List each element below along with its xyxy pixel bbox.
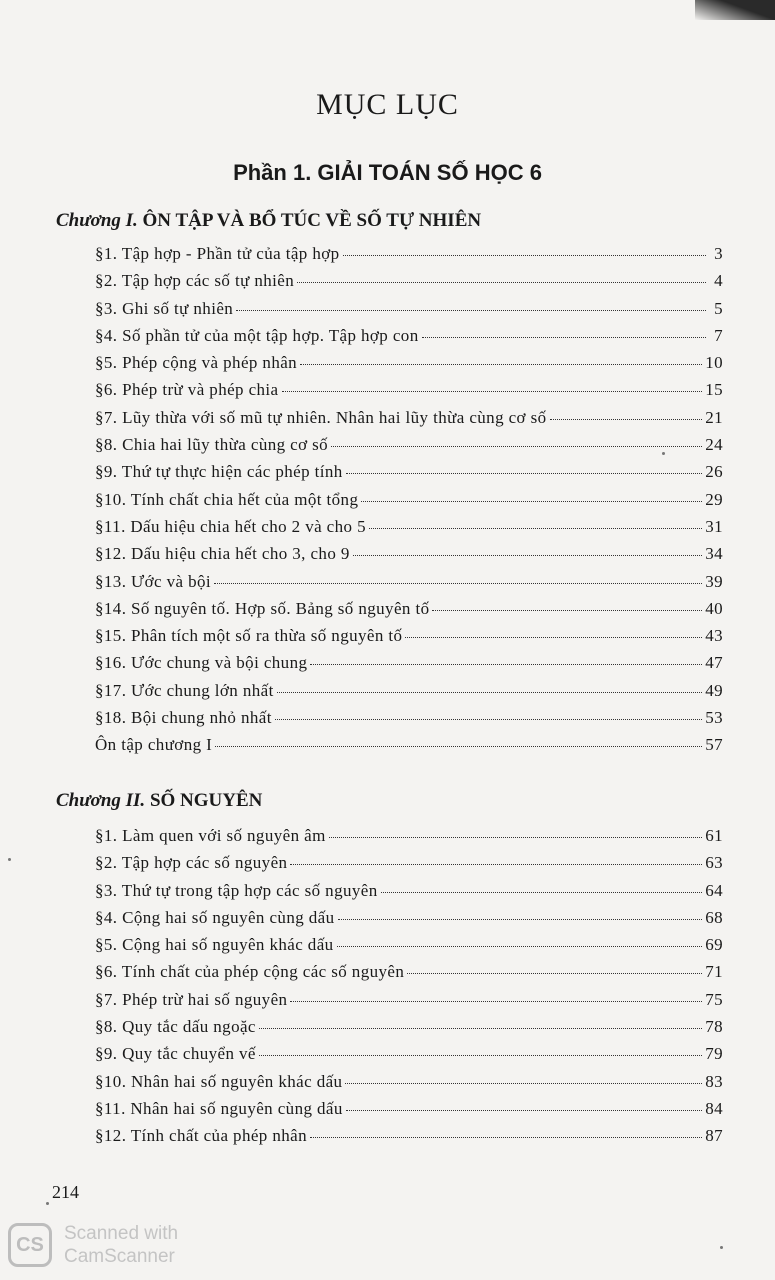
- toc-entry: [95, 326, 723, 353]
- toc-entry: [95, 1044, 723, 1071]
- toc-entry-title: §7. Phép trừ hai số nguyên: [95, 989, 288, 1009]
- toc-entry-page: 21: [705, 407, 723, 427]
- dot-leader: [282, 391, 703, 392]
- dot-leader: [346, 1110, 702, 1111]
- dot-leader: [214, 583, 702, 584]
- toc-entry-page: 4: [714, 271, 723, 291]
- toc-entry: [95, 708, 723, 735]
- toc-entry: [95, 271, 723, 298]
- dot-leader: [369, 528, 702, 529]
- dot-leader: [346, 473, 702, 474]
- toc-entry: [95, 1099, 723, 1126]
- toc-entry: [95, 544, 723, 571]
- toc-entry-page: 84: [705, 1098, 723, 1118]
- toc-entry-title: §4. Số phần tử của một tập hợp. Tập hợp con: [95, 325, 419, 345]
- dot-leader: [290, 1001, 702, 1002]
- toc-entry-title: §1. Làm quen với số nguyên âm: [95, 826, 326, 845]
- dot-leader: [277, 692, 702, 693]
- toc-entry-page: 15: [705, 380, 723, 400]
- scan-speck: [720, 1246, 723, 1249]
- chapter-label: Chương I.: [56, 210, 138, 231]
- toc-entry-title: §2. Tập hợp các số tự nhiên: [95, 271, 295, 291]
- dot-leader: [259, 1055, 702, 1056]
- dot-leader: [290, 864, 702, 865]
- toc-entry-page: 71: [705, 962, 723, 982]
- toc-entry-title: §9. Thứ tự thực hiện các phép tính: [95, 462, 343, 482]
- toc-entry-title: §10. Nhân hai số nguyên khác dấu: [95, 1071, 343, 1091]
- toc-entry-title: §11. Dấu hiệu chia hết cho 2 và cho 5: [95, 516, 366, 536]
- toc-entry: [95, 380, 723, 407]
- dot-leader: [329, 837, 702, 838]
- dot-leader: [310, 1137, 702, 1138]
- toc-entry-page: 31: [705, 516, 723, 536]
- toc-entry: [95, 462, 723, 489]
- dot-leader: [405, 637, 702, 638]
- toc-entry: [95, 826, 723, 853]
- dot-leader: [259, 1028, 702, 1029]
- scanner-watermark: [8, 1222, 178, 1268]
- toc-entry-title: §1. Tập hợp - Phần tử của tập hợp: [95, 244, 340, 263]
- toc-entry-page: 10: [705, 353, 723, 373]
- dot-leader: [343, 255, 706, 256]
- dot-leader: [345, 1083, 702, 1084]
- toc-entry-page: 49: [705, 680, 723, 700]
- toc-entry: [95, 881, 723, 908]
- toc-entry-title: §16. Ước chung và bội chung: [95, 653, 308, 673]
- toc-entry-title: §6. Tính chất của phép cộng các số nguyên: [95, 962, 405, 982]
- chapter-2-heading: [56, 790, 716, 812]
- dot-leader: [353, 555, 702, 556]
- dot-leader: [236, 310, 706, 311]
- page-title: MỤC LỤC: [316, 88, 459, 121]
- toc-entry-page: 29: [705, 489, 723, 509]
- toc-entry: [95, 299, 723, 326]
- chapter-name: ÔN TẬP VÀ BỔ TÚC VỀ SỐ TỰ NHIÊN: [142, 210, 482, 231]
- dot-leader: [310, 664, 702, 665]
- toc-entry-page: 47: [705, 653, 723, 673]
- toc-entry-page: 63: [705, 853, 723, 873]
- toc-entry-page: 61: [705, 826, 723, 845]
- toc-entry-page: 24: [705, 435, 723, 455]
- toc-entry-page: 53: [705, 708, 723, 728]
- toc-entry-title: §18. Bội chung nhỏ nhất: [95, 708, 272, 728]
- toc-entry-page: 79: [705, 1044, 723, 1064]
- chapter-label: Chương II.: [56, 790, 146, 811]
- toc-entry: [95, 735, 723, 762]
- chapter-1-heading: [56, 210, 716, 232]
- toc-entry-page: 26: [705, 462, 723, 482]
- dot-leader: [215, 746, 702, 747]
- toc-entry: [95, 1126, 723, 1153]
- dot-leader: [422, 337, 706, 338]
- toc-entry-page: 68: [705, 907, 723, 927]
- toc-entry-title: Ôn tập chương I: [95, 735, 213, 755]
- dot-leader: [407, 973, 702, 974]
- dot-leader: [361, 501, 702, 502]
- toc-entry-page: 39: [705, 571, 723, 591]
- dot-leader: [338, 919, 703, 920]
- toc-entry-page: 87: [705, 1126, 723, 1146]
- toc-entry-page: 83: [705, 1071, 723, 1091]
- toc-entry-title: §5. Cộng hai số nguyên khác dấu: [95, 935, 334, 955]
- toc-entry-title: §12. Dấu hiệu chia hết cho 3, cho 9: [95, 544, 350, 564]
- toc-entry: [95, 1072, 723, 1099]
- dot-leader: [297, 282, 706, 283]
- dot-leader: [550, 419, 703, 420]
- toc-entry-page: 34: [705, 544, 723, 564]
- toc-entry: [95, 572, 723, 599]
- toc-entry-page: 57: [705, 735, 723, 755]
- toc-entry-page: 3: [714, 244, 723, 263]
- page-corner-shadow: [695, 0, 775, 20]
- watermark-line-1: Scanned with: [64, 1223, 179, 1244]
- scan-speck: [662, 452, 665, 455]
- toc-entry-title: §4. Cộng hai số nguyên cùng dấu: [95, 907, 335, 927]
- toc-entry-title: §3. Thứ tự trong tập hợp các số nguyên: [95, 880, 378, 900]
- toc-entry-title: §13. Ước và bội: [95, 571, 211, 591]
- dot-leader: [300, 364, 702, 365]
- toc-entry-page: 64: [705, 880, 723, 900]
- toc-entry-title: §12. Tính chất của phép nhân: [95, 1126, 307, 1146]
- watermark-line-2: CamScanner: [64, 1246, 175, 1267]
- toc-entry-page: 43: [705, 626, 723, 646]
- toc-entry: [95, 353, 723, 380]
- toc-entry: [95, 244, 723, 271]
- camscanner-logo-icon: CS: [8, 1223, 52, 1267]
- toc-entry-title: §9. Quy tắc chuyển vế: [95, 1044, 256, 1064]
- scan-speck: [8, 858, 11, 861]
- toc-entry-page: 7: [714, 325, 723, 345]
- toc-entry-page: 5: [714, 298, 723, 318]
- toc-entry: [95, 962, 723, 989]
- dot-leader: [432, 610, 702, 611]
- toc-entry: [95, 681, 723, 708]
- toc-entry: [95, 517, 723, 544]
- toc-entry-title: §6. Phép trừ và phép chia: [95, 380, 279, 400]
- toc-entry-title: §17. Ước chung lớn nhất: [95, 680, 274, 700]
- part-title: Phần 1. GIẢI TOÁN SỐ HỌC 6: [233, 160, 542, 185]
- toc-entry-title: §10. Tính chất chia hết của một tổng: [95, 489, 359, 509]
- toc-entry: [95, 435, 723, 462]
- toc-entry: [95, 490, 723, 517]
- toc-entry: [95, 1017, 723, 1044]
- toc-entry-title: §7. Lũy thừa với số mũ tự nhiên. Nhân hai lũy thừa cùng cơ số: [95, 407, 547, 427]
- toc-entry-title: §3. Ghi số tự nhiên: [95, 298, 234, 318]
- scan-speck: [46, 1202, 49, 1205]
- toc-entry-title: §11. Nhân hai số nguyên cùng dấu: [95, 1098, 343, 1118]
- chapter-2-entries: [95, 826, 723, 1154]
- toc-entry: [95, 935, 723, 962]
- toc-entry-title: §15. Phân tích một số ra thừa số nguyên tố: [95, 626, 403, 646]
- toc-entry: [95, 908, 723, 935]
- dot-leader: [275, 719, 702, 720]
- toc-entry-title: §5. Phép cộng và phép nhân: [95, 353, 298, 373]
- toc-entry-title: §8. Quy tắc dấu ngoặc: [95, 1017, 256, 1037]
- toc-entry-title: §14. Số nguyên tố. Hợp số. Bảng số nguyên tố: [95, 598, 430, 618]
- dot-leader: [337, 946, 703, 947]
- toc-entry-page: 40: [705, 598, 723, 618]
- toc-entry-title: §8. Chia hai lũy thừa cùng cơ số: [95, 435, 329, 455]
- watermark-text: [64, 1222, 178, 1268]
- toc-entry: [95, 653, 723, 680]
- toc-entry: [95, 626, 723, 653]
- toc-entry: [95, 990, 723, 1017]
- toc-entry-page: 69: [705, 935, 723, 955]
- dot-leader: [381, 892, 703, 893]
- toc-entry: [95, 853, 723, 880]
- toc-entry: [95, 599, 723, 626]
- page-number: 214: [52, 1182, 79, 1202]
- chapter-1-entries: [95, 244, 723, 763]
- toc-entry-page: 75: [705, 989, 723, 1009]
- dot-leader: [331, 446, 702, 447]
- toc-entry-page: 78: [705, 1017, 723, 1037]
- toc-entry: [95, 408, 723, 435]
- chapter-name: SỐ NGUYÊN: [149, 790, 263, 811]
- toc-entry-title: §2. Tập hợp các số nguyên: [95, 853, 288, 873]
